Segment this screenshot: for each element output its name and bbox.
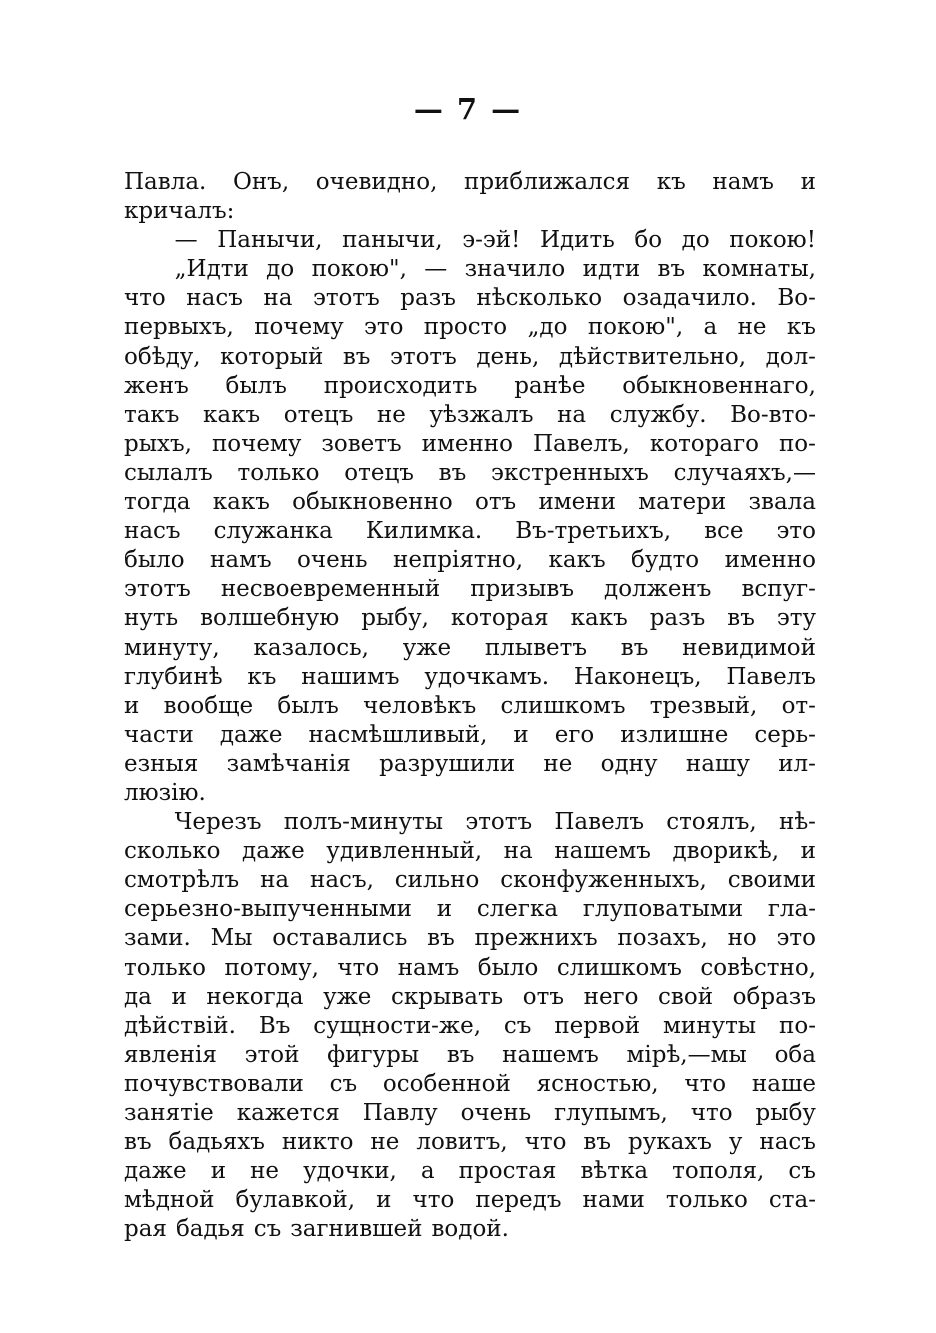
text-line: насъ служанка Килимка. Въ-третьихъ, все это xyxy=(124,518,816,545)
text-line: даже и не удочки, а простая вѣтка тополя, съ xyxy=(124,1158,816,1185)
text-line: занятіе кажется Павлу очень глупымъ, что рыбу xyxy=(124,1100,816,1126)
text-line: люзію. xyxy=(124,779,206,806)
body-text xyxy=(124,168,816,1244)
text-line: въ бадьяхъ никто не ловитъ, что въ рукахъ у насъ xyxy=(124,1129,816,1156)
text-line: Павла. Онъ, очевидно, приближался къ намъ и xyxy=(124,169,816,195)
text-line: серьезно-выпученными и слегка глуповатыми гла- xyxy=(124,896,816,923)
text-line: почувствовали съ особенной ясностью, что наше xyxy=(124,1070,816,1097)
text-line: рая бадья съ загнившей водой. xyxy=(124,1216,509,1243)
text-line: минуту, казалось, уже плыветъ въ невидимой xyxy=(124,634,816,661)
text-line: глубинѣ къ нашимъ удочкамъ. Наконецъ, Павелъ xyxy=(124,663,816,690)
text-line: Черезъ полъ-минуты этотъ Павелъ стоялъ, нѣ- xyxy=(174,809,816,836)
text-line: сылалъ только отецъ въ экстренныхъ случаяхъ,— xyxy=(124,459,816,486)
text-line: части даже насмѣшливый, и его излишне серь- xyxy=(124,721,816,748)
page-number: — 7 — xyxy=(413,92,523,126)
text-line: этотъ несвоевременный призывъ долженъ вспуг- xyxy=(124,576,816,603)
text-line: езныя замѣчанія разрушили не одну нашу ил- xyxy=(124,750,816,777)
text-line: да и некогда уже скрывать отъ него свой образъ xyxy=(124,983,816,1010)
text-line: нуть волшебную рыбу, которая какъ разъ въ эту xyxy=(124,605,816,632)
text-line: обѣду, который въ этотъ день, дѣйствительно, дол- xyxy=(124,343,816,370)
text-line: мѣдной булавкой, и что передъ нами только ста- xyxy=(124,1187,816,1214)
text-line: первыхъ, почему это просто „до покою", а не къ xyxy=(124,314,816,341)
text-line: тогда какъ обыкновенно отъ имени матери звала xyxy=(124,489,816,516)
text-line: сколько даже удивленный, на нашемъ дворикѣ, и xyxy=(124,838,816,865)
text-line: что насъ на этотъ разъ нѣсколько озадачило. Во- xyxy=(124,285,816,312)
text-line: дѣйствій. Въ сущности-же, съ первой минуты по- xyxy=(124,1012,816,1039)
text-line: только потому, что намъ было слишкомъ совѣстно, xyxy=(124,954,816,981)
text-line: такъ какъ отецъ не уѣзжалъ на службу. Во-вто- xyxy=(124,401,816,428)
text-line: зами. Мы оставались въ прежнихъ позахъ, но это xyxy=(124,925,816,952)
text-line: „Идти до покою", — значило идти въ комнаты, xyxy=(174,256,816,283)
text-line: женъ былъ происходить ранѣе обыкновеннаго, xyxy=(124,372,816,399)
text-line: — Панычи, панычи, э-эй! Идить бо до покою! xyxy=(174,227,816,254)
text-line: кричалъ: xyxy=(124,198,235,225)
text-line: смотрѣлъ на насъ, сильно сконфуженныхъ, своими xyxy=(124,867,816,894)
text-line: было намъ очень непріятно, какъ будто именно xyxy=(124,547,816,574)
text-line: рыхъ, почему зоветъ именно Павелъ, котораго по- xyxy=(124,430,816,457)
text-line: явленія этой фигуры въ нашемъ мірѣ,—мы оба xyxy=(124,1041,816,1068)
text-line: и вообще былъ человѣкъ слишкомъ трезвый, от- xyxy=(124,692,816,719)
